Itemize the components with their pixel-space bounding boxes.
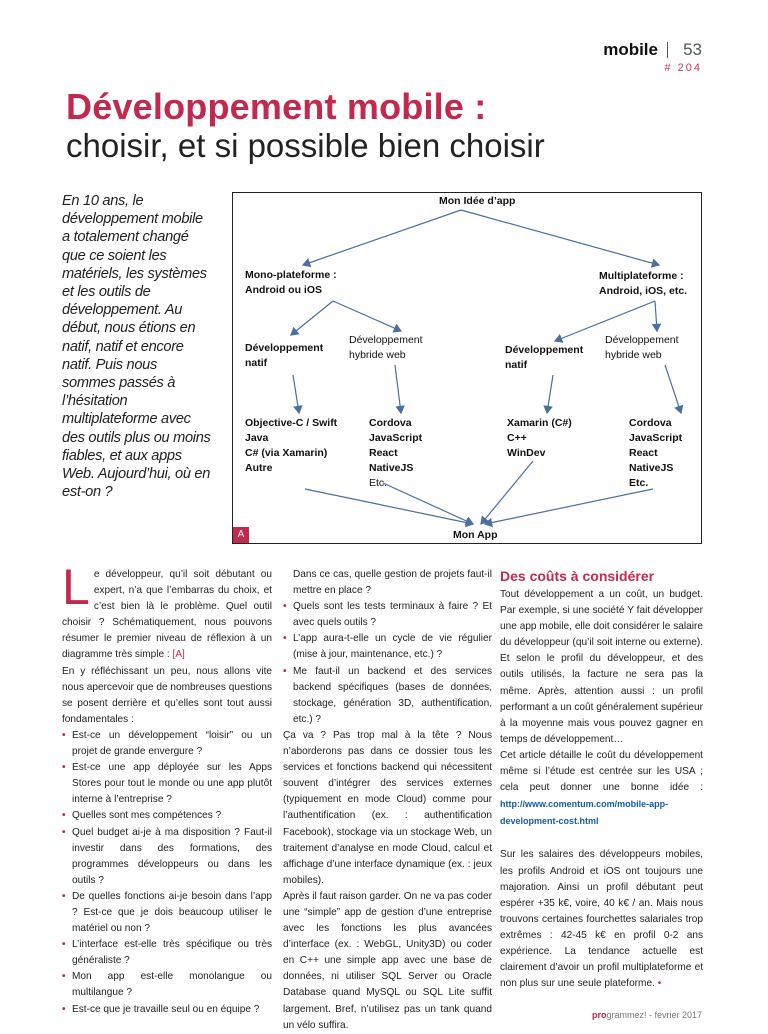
node-multi-hybrid: Développement hybride web bbox=[605, 334, 679, 361]
list-item: • L’interface est-elle très spécifique ou très généraliste ? bbox=[62, 937, 272, 969]
section-heading: Des coûts à considérer bbox=[500, 568, 655, 584]
decision-diagram bbox=[232, 192, 702, 544]
paragraph-gap bbox=[500, 830, 703, 847]
body-column-1 bbox=[62, 559, 272, 1018]
arrow-tools1-app bbox=[305, 489, 473, 524]
col1-paragraph-2: En y réfléchissant un peu, nous allons vite nous apercevoir que de nombreuses questions se posent derrière et qu’elles sont tout aussi fondamentales : bbox=[62, 665, 272, 725]
list-item: • L’app aura-t-elle un cycle de vie régulier (mise à jour, maintenance, etc.) ? bbox=[283, 631, 492, 663]
arrow-multi-native-tools bbox=[547, 375, 553, 413]
list-item: • Mon app est-elle monolangue ou multilangue ? bbox=[62, 969, 272, 1001]
body-column-3 bbox=[500, 567, 703, 992]
node-mono-native: Développement natif bbox=[245, 342, 324, 369]
node-mono-native-tools: Objective-C / Swift Java C# (via Xamarin) Autre bbox=[245, 417, 338, 474]
node-multi-hybrid-tools: Cordova JavaScript React NativeJS Etc. bbox=[629, 417, 683, 489]
cost-study-link[interactable]: http://www.comentum.com/mobile-app-development-cost.html bbox=[500, 799, 669, 827]
col2-paragraph-1: Ça va ? Pas trop mal à la tête ? Nous n’aborderons pas dans ce dossier tous les services et fonctions backend qui nécessitent souvent d’intégrer des services externes (typiquement en mode Cloud) comme pour l’authentification (ex. : authentification Facebook), stockage via un stockage Web, un traitement d’analyse en mode Cloud, calcul et affichage d’une interface dynamique (ex. : jeux mobiles). bbox=[283, 729, 492, 886]
list-item: • Me faut-il un backend et des services backend spécifiques (bases de données, stockage, génération 3D, authentification, etc.) ? bbox=[283, 664, 492, 728]
arrow-root-multi bbox=[461, 210, 659, 265]
arrow-mono-native-tools bbox=[293, 375, 299, 413]
list-item: • Quel budget ai-je à ma disposition ? Faut-il investir dans des formations, des programmes développeurs ou dans les outils ? bbox=[62, 825, 272, 889]
arrow-tools4-app bbox=[485, 489, 653, 524]
section-label: mobile bbox=[603, 40, 658, 59]
col1-paragraph-1: Le développeur, qu’il soit débutant ou expert, n’a que l’embarras du choix, et c’est bien là le problème. Quel outil choisir ? Schématiquement, nous pouvons résumer le premier niveau de réflexion à un diagramme très simple : [A] bbox=[62, 559, 272, 661]
arrow-mono-hybrid-tools bbox=[395, 365, 401, 413]
footer-brand-rest: grammez! bbox=[606, 1010, 647, 1020]
article-lead: En 10 ans, le développement mobile a totalement changé que ce soient les matériels, les systèmes et les outils de développement. Au début, nous étions en natif, natif et encore natif. Puis nous sommes passés à l’hésitation multiplateforme avec des outils plus ou moins fiables, et aux apps Web. Aujourd’hui, où en est-on ? bbox=[62, 193, 211, 501]
col3-paragraph-3: Sur les salaires des développeurs mobiles, les profils Android et iOS ont toujours une majoration. Ainsi un profil débutant peut espérer +35 k€, voire, 40 k€ / an. Mais nous trouvons certaines fourchettes salariales trop extrêmes : 42-45 k€ en profil 0-2 ans expérience. La tendance actuelle est clairement d’avoir un profil multiplateforme et non plus sur une seule plateforme. • bbox=[500, 849, 703, 990]
node-mono: Mono-plateforme : Android ou iOS bbox=[245, 269, 337, 296]
end-mark: • bbox=[657, 978, 662, 990]
page-number: 53 bbox=[683, 40, 702, 59]
arrow-mono-hybrid bbox=[333, 301, 401, 331]
article-subtitle: choisir, et si possible bien choisir bbox=[66, 127, 545, 164]
questions-list-continued bbox=[283, 599, 492, 728]
col3-paragraph-2: Cet article détaille le coût du développement même si l’étude est centrée sur les USA ; cela peut donner une bonne idée : http://www.comentum.com/mobile-app-development-cost.html bbox=[500, 749, 703, 827]
list-item: • De quelles fonctions ai-je besoin dans l’app ? Est-ce que je dois beaucoup utiliser le matériel ou non ? bbox=[62, 889, 272, 937]
node-mono-hybrid: Développement hybride web bbox=[349, 334, 423, 361]
list-item: • Est-ce une app déployée sur les Apps Stores pour tout le monde ou une app plutôt interne à l’entreprise ? bbox=[62, 760, 272, 808]
footer-brand-prefix: pro bbox=[591, 1010, 607, 1020]
list-item: • Quelles sont mes compétences ? bbox=[62, 808, 272, 824]
col2-intro: Dans ce cas, quelle gestion de projets faut-il mettre en place ? bbox=[293, 569, 492, 597]
drop-cap: L bbox=[62, 559, 90, 615]
questions-list bbox=[62, 728, 272, 1018]
body-column-2 bbox=[283, 567, 492, 1034]
col3-paragraph-1: Tout développement a un coût, un budget. Par exemple, si une société Y fait développer une app mobile, elle doit considérer le salaire du développeur (qu’il soit interne ou externe). Et selon le profil du développeur, et des outils utilisés, la facture ne sera pas la même. Après, attention aussi : un profil performant a un coût généralement supérieur à la moyenne mais vous pouvez gagner en temps de développement… bbox=[500, 589, 703, 745]
node-mono-hybrid-tools: Cordova JavaScript React NativeJS Etc. bbox=[369, 417, 423, 489]
col2-paragraph-2: Après il faut raison garder. On ne va pas coder une “simple” app de gestion d’une entreprise avec les fonctions les plus avancées d’interface (ex. : WebGL, Unity3D) ou coder en C++ une simple app avec une base de données, ni utiliser SQL Server ou Oracle Database quand MySQL ou SQL Lite suffit largement. Bref, n’utilisez pas un tank quand un vélo suffira. bbox=[283, 890, 492, 1031]
footer bbox=[592, 1010, 702, 1020]
node-multi-native-tools: Xamarin (C#) C++ WinDev bbox=[507, 417, 572, 459]
arrow-multi-hybrid-tools bbox=[665, 365, 681, 413]
issue-number: # 204 bbox=[664, 62, 702, 74]
article-title: Développement mobile : bbox=[66, 86, 487, 127]
arrow-root-mono bbox=[303, 210, 461, 265]
figure-tag: A bbox=[233, 527, 249, 543]
node-result: Mon App bbox=[453, 529, 498, 541]
arrow-multi-hybrid bbox=[655, 301, 657, 331]
arrow-mono-native bbox=[291, 301, 333, 335]
list-item: • Est-ce un développement “loisir” ou un projet de grande envergure ? bbox=[62, 728, 272, 760]
figure-reference: [A] bbox=[172, 649, 185, 661]
footer-date: - février 2017 bbox=[646, 1010, 702, 1020]
arrow-tools3-app bbox=[481, 461, 533, 524]
header-divider bbox=[667, 42, 668, 58]
list-item: • Quels sont les tests terminaux à faire ? Et avec quels outils ? bbox=[283, 599, 492, 631]
node-multi: Multiplateforme : Android, iOS, etc. bbox=[599, 270, 688, 297]
node-multi-native: Développement natif bbox=[505, 344, 584, 371]
node-root: Mon Idée d’app bbox=[439, 195, 516, 207]
list-item: • Est-ce que je travaille seul ou en équipe ? bbox=[62, 1002, 272, 1018]
